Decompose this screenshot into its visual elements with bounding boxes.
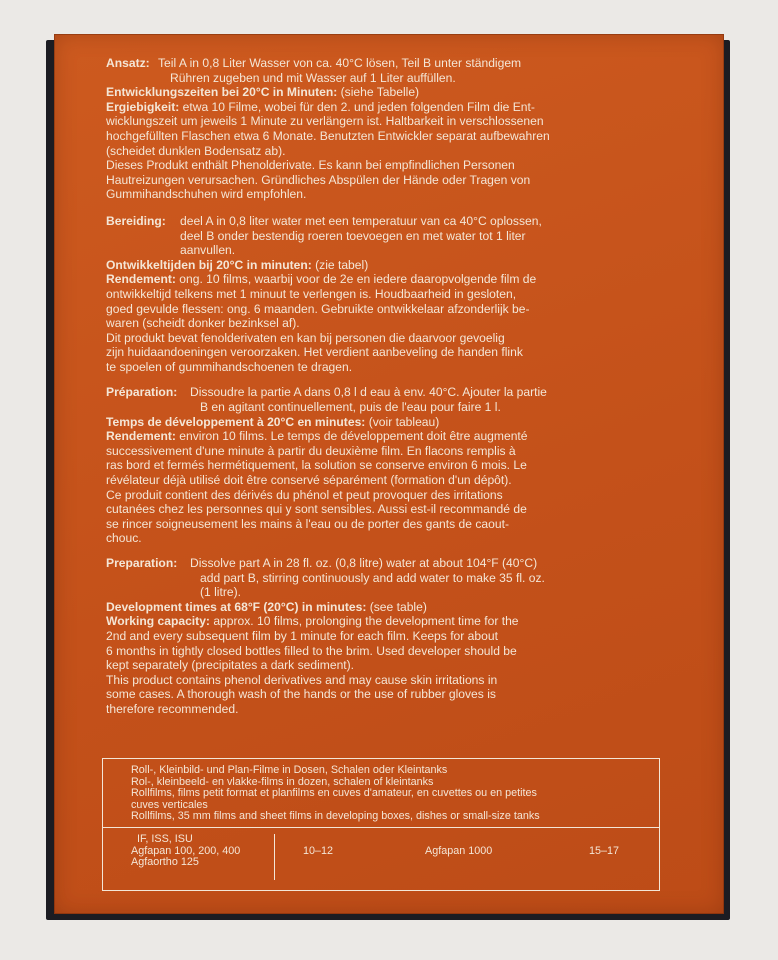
english-yield-line: kept separately (precipitates a dark sediment). (106, 658, 355, 673)
film-right: Agfapan 1000 (425, 844, 493, 857)
dutch-yield (106, 272, 706, 287)
english-preparation-line: (1 litre). (200, 585, 241, 600)
table-header (103, 759, 659, 828)
german-ansatz-label: Ansatz: (106, 56, 150, 70)
english-yield-label: Working capacity: (106, 614, 210, 629)
table-row (103, 828, 659, 888)
dutch-yield-line: goed gevulde flessen: ong. 6 maanden. Gebruikte ontwikkelaar afzonderlijk be- (106, 301, 530, 316)
german-yield-line: wicklungszeit um jeweils 1 Minute zu verlängern ist. Haltbarkeit in verschlossenen (106, 114, 544, 129)
french-section (106, 385, 706, 546)
german-dev-label: Entwicklungszeiten bei 20°C in Minuten: (106, 85, 338, 100)
dutch-yield-label: Rendement: (106, 272, 176, 287)
german-dev-rest: (siehe Tabelle) (340, 85, 420, 100)
french-warning-line: chouc. (106, 531, 142, 546)
german-section (106, 56, 706, 202)
dutch-dev-label: Ontwikkeltijden bij 20°C in minuten: (106, 257, 312, 272)
dutch-dev-rest: (zie tabel) (315, 257, 369, 272)
french-yield-line: successivement d'une minute à partir du deuxième film. En flacons remplis à (106, 443, 516, 458)
german-yield (106, 100, 706, 115)
dutch-warning-line: zijn huidaandoeningen veroorzaken. Het verdient aanbeveling de handen flink (106, 345, 523, 360)
dutch-dev-times (106, 258, 706, 273)
time-right: 15–17 (589, 844, 620, 857)
french-warning-line: se rincer soigneusement les mains à l'eau ou de porter des gants de caout- (106, 516, 509, 531)
table-header-line: cuves verticales (131, 798, 208, 811)
table-header-line: Rollfilms, films petit format et planfilms en cuves d'amateur, en cuvettes ou en petites (131, 787, 537, 800)
english-yield-line: 2nd and every subsequent film by 1 minute for each film. Keeps for about (106, 628, 498, 643)
table-header-line: Rollfilms, 35 mm films and sheet films in developing boxes, dishes or small-size tanks (131, 810, 540, 823)
table-header-line: Roll-, Kleinbild- und Plan-Filme in Dosen, Schalen oder Kleintanks (131, 764, 448, 776)
german-ansatz-line: Rühren zugeben und mit Wasser auf 1 Liter auffüllen. (170, 70, 456, 85)
french-yield-line: révélateur déjà utilisé doit être conservé séparément (formation d'un dépôt). (106, 473, 512, 488)
english-preparation-label: Preparation: (106, 556, 178, 570)
french-preparation-label: Préparation: (106, 385, 178, 400)
film-name: Agfaortho 125 (131, 856, 199, 869)
french-yield-line: ras bord et fermés hermétiquement, la solution se conserve environ 6 mois. Le (106, 458, 527, 473)
dutch-warning-line: te spoelen of gummihandschoenen te dragen. (106, 359, 353, 374)
film-name: IF, ISS, ISU (137, 832, 193, 845)
dutch-preparation-line: deel B onder bestendig roeren toevoegen en met water tot 1 liter (180, 228, 526, 243)
english-dev-times (106, 600, 706, 615)
english-yield-line: 6 months in tightly closed bottles filled to the brim. Used developer should be (106, 643, 517, 658)
german-warning-line: Dieses Produkt enthält Phenolderivate. Es kann bei empfindlichen Personen (106, 158, 515, 173)
french-yield-line: environ 10 films. Le temps de développement doit être augmenté (179, 429, 528, 444)
dutch-preparation (106, 214, 706, 258)
french-dev-label: Temps de développement à 20°C en minutes: (106, 414, 366, 429)
english-preparation (106, 556, 706, 600)
dutch-preparation-line: aanvullen. (180, 243, 236, 258)
film-developer-box-back (54, 34, 724, 914)
dutch-preparation-label: Bereiding: (106, 213, 166, 228)
films-left (131, 834, 240, 869)
german-ansatz (106, 56, 706, 85)
english-warning-line: some cases. A thorough wash of the hands or the use of rubber gloves is (106, 687, 496, 702)
german-dev-times (106, 85, 706, 100)
german-warning-line: Gummihandschuhen wird empfohlen. (106, 187, 307, 202)
film-name: Agfapan 100, 200, 400 (131, 844, 241, 857)
english-preparation-line: add part B, stirring continuously and add water to make 35 fl. oz. (200, 570, 545, 585)
french-warning-line: cutanées chez les personnes qui y sont sensibles. Aussi est-il recommandé de (106, 502, 527, 517)
german-yield-line: hochgefüllten Flaschen etwa 6 Monate. Benutzten Entwickler separat aufbewahren (106, 128, 550, 143)
german-yield-line: etwa 10 Filme, wobei für den 2. und jeden folgenden Film die Ent- (182, 99, 535, 114)
english-dev-label: Development times at 68°F (20°C) in minutes: (106, 599, 367, 614)
french-yield-label: Rendement: (106, 429, 176, 444)
dutch-section (106, 214, 706, 375)
french-yield (106, 429, 706, 444)
development-times-table (102, 758, 660, 891)
instructions-text (106, 56, 706, 726)
french-warning-line: Ce produit contient des dérivés du phénol et peut provoquer des irritations (106, 487, 503, 502)
english-section (106, 556, 706, 717)
english-yield (106, 614, 706, 629)
german-ansatz-line: Teil A in 0,8 Liter Wasser von ca. 40°C lösen, Teil B unter ständigem (158, 56, 522, 70)
german-yield-label: Ergiebigkeit: (106, 99, 180, 114)
french-preparation-line: B en agitant continuellement, puis de l'eau pour faire 1 l. (200, 400, 501, 415)
dutch-yield-line: waren (scheidt donker bezinksel af). (106, 316, 300, 331)
english-warning-line: therefore recommended. (106, 701, 239, 716)
french-dev-rest: (voir tableau) (368, 414, 440, 429)
german-yield-line: (scheidet dunklen Bodensatz ab). (106, 143, 286, 158)
time-left: 10–12 (303, 844, 334, 857)
dutch-warning-line: Dit produkt bevat fenolderivaten en kan bij personen die daarvoor gevoelig (106, 330, 505, 345)
table-header-line: Rol-, kleinbeeld- en vlakke-films in dozen, schalen of kleintanks (131, 775, 434, 788)
english-preparation-line: Dissolve part A in 28 fl. oz. (0,8 litre) water at about 104°F (40°C) (190, 556, 538, 570)
english-warning-line: This product contains phenol derivatives and may cause skin irritations in (106, 672, 498, 687)
french-dev-times (106, 415, 706, 430)
dutch-yield-line: ontwikkeltijd telkens met 1 minuut te verlengen is. Houdbaarheid in gesloten, (106, 286, 517, 301)
dutch-preparation-line: deel A in 0,8 liter water met een temperatuur van ca 40°C oplossen, (180, 213, 542, 228)
dutch-yield-line: ong. 10 films, waarbij voor de 2e en iedere daaropvolgende film de (179, 272, 537, 287)
french-preparation (106, 385, 706, 414)
german-warning-line: Hautreizungen verursachen. Gründliches Abspülen der Hände oder Tragen von (106, 172, 531, 187)
english-yield-line: approx. 10 films, prolonging the development time for the (213, 614, 519, 629)
english-dev-rest: (see table) (369, 599, 427, 614)
table-divider (274, 834, 275, 880)
french-preparation-line: Dissoudre la partie A dans 0,8 l d eau à env. 40°C. Ajouter la partie (190, 385, 547, 400)
